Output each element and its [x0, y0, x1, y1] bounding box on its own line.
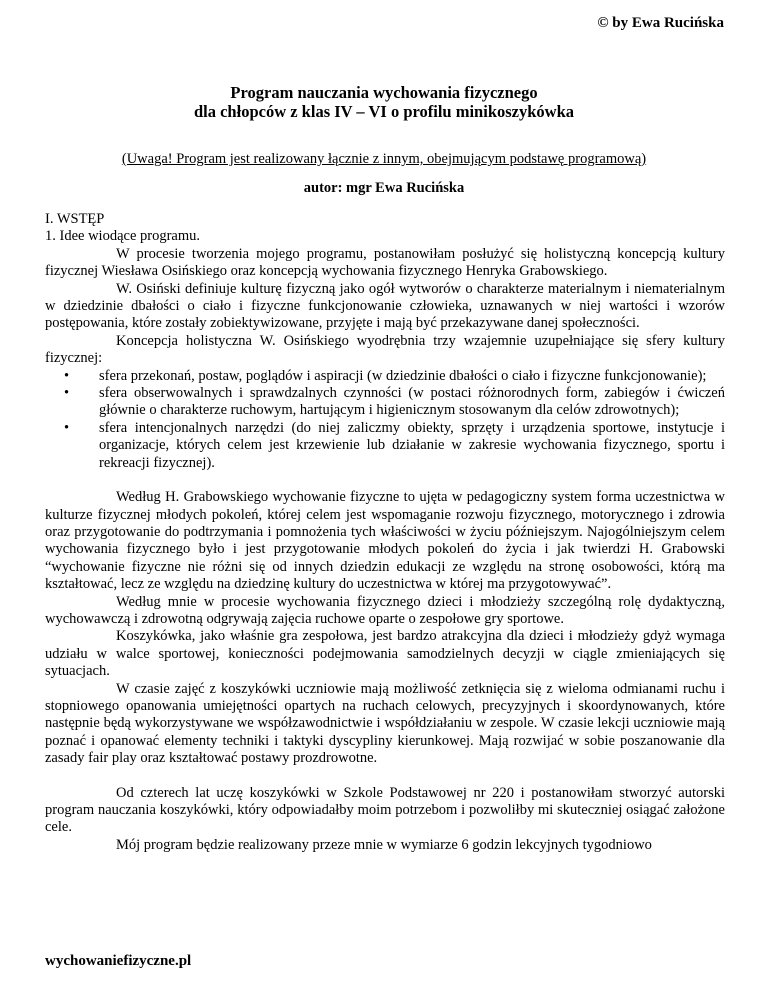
- paragraph: Koszykówka, jako właśnie gra zespołowa, jest bardzo atrakcyjna dla dzieci i młodzieży gdyż wymaga udziału w walce sportowej, konieczności podejmowania samodzielnych decyzji w ciągle zmieniających się sytuacjach.: [45, 628, 725, 680]
- copyright-notice: © by Ewa Rucińska: [597, 15, 724, 31]
- bullet-icon: •: [64, 367, 70, 384]
- subsection-heading: 1. Idee wiodące programu.: [45, 228, 201, 245]
- document-title-line-2: dla chłopców z klas IV – VI o profilu minikoszykówka: [193, 102, 575, 121]
- paragraph: W. Osiński definiuje kulturę fizyczną jako ogół wytworów o charakterze materialnym i niematerialnym w dziedzinie dbałości o ciało i fizyczne funkcjonowanie człowieka, uznawanych w niej wartości i wzorów postępowania, które zostały zobiektywizowane, przyjęte i mają być przekazywane danej społeczności.: [45, 280, 725, 332]
- document-title-line-1: Program nauczania wychowania fizycznego: [230, 83, 538, 102]
- bullet-icon: •: [64, 385, 70, 402]
- list-item: [45, 368, 725, 385]
- list-item-text: sfera intencjonalnych narzędzi (do niej zaliczmy obiekty, sprzęty i urządzenia sportowe, instytucje i organizacje, których celem jest krzewienie lub działanie w zakresie wychowania fizycznego, sportu i rekreacji fizycznej).: [99, 419, 725, 471]
- list-item-text: sfera obserwowalnych i sprawdzalnych czynności (w postaci różnorodnych form, zabiegów i ćwiczeń głównie o charakterze ruchowym, hartującym i higienicznym stosowanym dla celów zdrowotnych);: [99, 385, 725, 419]
- document-body: [45, 211, 725, 854]
- paragraph: W czasie zajęć z koszykówki uczniowie mają możliwość zetknięcia się z wieloma odmianami ruchu i stopniowego opanowania umiejętności opartych na ruchach celowych, precyzyjnych i skoordynowanych, które następnie będą wykorzystywane we współzawodnictwie i współdziałaniu w zespole. W czasie lekcji uczniowie mają poznać i opanować elementy techniki i taktyki dyscypliny kierunkowej. Mają rozwijać w sobie poszanowanie dla zasady fair play oraz kształtować postawy prozdrowotne.: [45, 680, 725, 767]
- list-item: [45, 385, 725, 420]
- section-heading: I. WSTĘP: [45, 211, 105, 227]
- paragraph: Według mnie w procesie wychowania fizycznego dzieci i młodzieży szczególną rolę dydaktyczną, wychowawczą i zdrowotną odgrywają zajęcia ruchowe oparte o zespołowe gry sportowe.: [45, 593, 725, 627]
- paragraph: Od czterech lat uczę koszykówki w Szkole Podstawowej nr 220 i postanowiłam stworzyć autorski program nauczania koszykówki, który odpowiadałby moim potrzebom i pozwoliłby mi skuteczniej osiągać założone cele.: [45, 784, 725, 836]
- paragraph: W procesie tworzenia mojego programu, postanowiłam posłużyć się holistyczną koncepcją kultury fizycznej Wiesława Osińskiego oraz koncepcją wychowania fizycznego Henryka Grabowskiego.: [45, 245, 725, 280]
- list-item: [45, 420, 725, 472]
- paragraph: Koncepcja holistyczna W. Osińskiego wyodrębnia trzy wzajemnie uzupełniające się sfery kultury fizycznej:: [45, 332, 725, 367]
- program-note: (Uwaga! Program jest realizowany łącznie z innym, obejmującym podstawę programową): [121, 151, 647, 167]
- bullet-icon: •: [64, 419, 70, 436]
- footer-site: wychowaniefizyczne.pl: [45, 953, 192, 969]
- paragraph: Mój program będzie realizowany przeze mnie w wymiarze 6 godzin lekcyjnych tygodniowo: [116, 836, 652, 853]
- list-item-text: sfera przekonań, postaw, poglądów i aspiracji (w dziedzinie dbałości o ciało i fizyczne funkcjonowanie);: [99, 367, 707, 384]
- author-line: autor: mgr Ewa Rucińska: [303, 180, 465, 196]
- paragraph: Według H. Grabowskiego wychowanie fizyczne to ujęta w pedagogiczny system forma uczestnictwa w kulturze fizycznej młodych pokoleń, której celem jest wspomaganie rozwoju fizycznego, motorycznego i zdrowia oraz przygotowanie do podtrzymania i pomnożenia tych właściwości w życiu późniejszym. Najogólniejszym celem wychowania fizycznego było i jest przygotowanie młodych pokoleń do życia i jak twierdzi H. Grabowski “wychowanie fizyczne nie różni się od innych dziedzin edukacji ze względu na stronę osobowości, którą ma kształtować, lecz ze względu na dziedzinę kultury do uczestnictwa w której ma przygotowywać”.: [45, 489, 725, 593]
- paragraph-gap: [45, 768, 725, 785]
- bullet-list: [45, 368, 725, 472]
- paragraph-gap: [45, 472, 725, 489]
